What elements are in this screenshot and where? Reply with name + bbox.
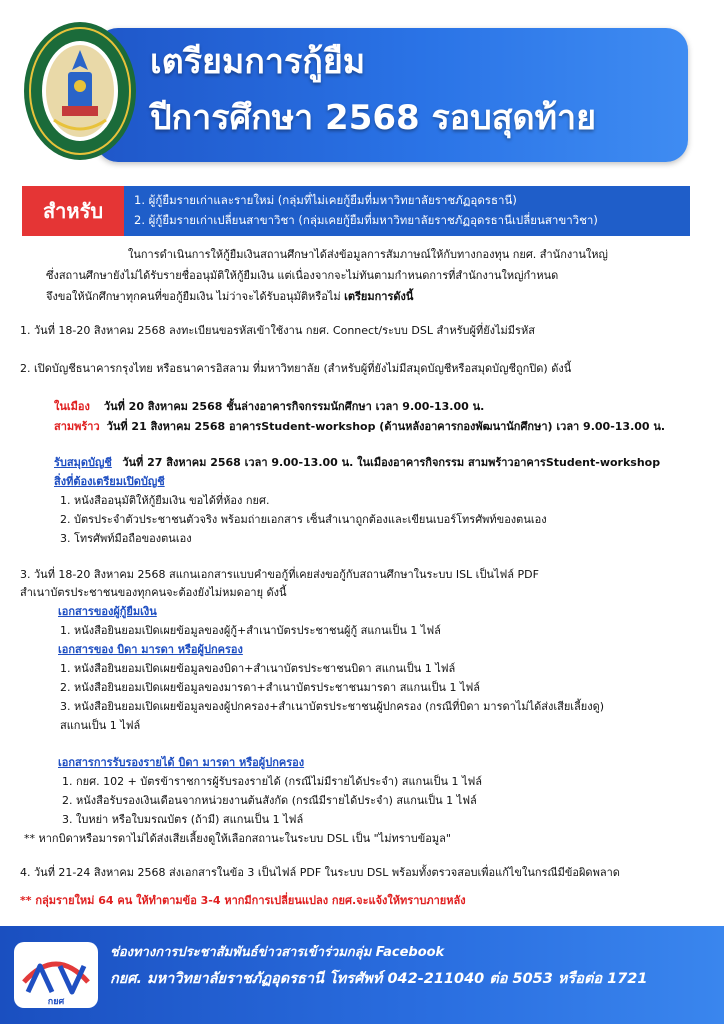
parent-doc-1: 1. หนังสือยินยอมเปิดเผยข้อมูลของบิดา+สำเนาบัตรประชาชนบิดา สแกนเป็น 1 ไฟล์: [60, 662, 456, 675]
prep-item-3: 3. โทรศัพท์มือถือของตนเอง: [60, 532, 192, 545]
parent-docs-label: เอกสารของ บิดา มารดา หรือผู้ปกครอง: [58, 643, 243, 656]
step-4: 4. วันที่ 21-24 สิงหาคม 2568 ส่งเอกสารในข้อ 3 เป็นไฟล์ PDF ในระบบ DSL พร้อมทั้งตรวจสอบเพื่อแก้ไขในกรณีมีข้อผิดพลาด: [20, 866, 620, 879]
prep-item-2: 2. บัตรประจำตัวประชาชนตัวจริง พร้อมถ่ายเอกสาร เซ็นสำเนาถูกต้องและเขียนเบอร์โทรศัพท์ของตนเอง: [60, 513, 547, 526]
campus-city-detail: วันที่ 20 สิงหาคม 2568 ชั้นล่างอาคารกิจกรรมนักศึกษา เวลา 9.00-13.00 น.: [103, 400, 485, 413]
warning-note: ** กลุ่มรายใหม่ 64 คน ให้ทำตามข้อ 3-4 หากมีการเปลี่ยนแปลง กยศ.จะแจ้งให้ทราบภายหลัง: [20, 894, 466, 907]
intro-line-3: [46, 290, 413, 305]
parent-doc-3: 3. หนังสือยินยอมเปิดเผยข้อมูลของผู้ปกครอง+สำเนาบัตรประชาชนผู้ปกครอง (กรณีที่บิดา มารดาไม่ได้ส่งเสียเลี้ยงดู): [60, 700, 605, 713]
book-pickup-label: รับสมุดบัญชี: [54, 456, 112, 469]
income-doc-3: 3. ใบหย่า หรือใบมรณบัตร (ถ้ามี) สแกนเป็น 1 ไฟล์: [62, 813, 304, 826]
intro-line-3-bold: เตรียมการดังนี้: [344, 290, 414, 303]
borrower-doc-1: 1. หนังสือยินยอมเปิดเผยข้อมูลของผู้กู้+สำเนาบัตรประชาชนผู้กู้ สแกนเป็น 1 ไฟล์: [60, 624, 441, 637]
income-doc-2: 2. หนังสือรับรองเงินเดือนจากหน่วยงานต้นสังกัด (กรณีมีรายได้ประจำ) สแกนเป็น 1 ไฟล์: [62, 794, 477, 807]
step-3-line-1: 3. วันที่ 18-20 สิงหาคม 2568 สแกนเอกสารแบบคำขอกู้ที่เคยส่งขอกู้กับสถานศึกษาในระบบ ISL เป็นไฟล์ PDF: [20, 568, 539, 581]
prep-item-1: 1. หนังสืออนุมัติให้กู้ยืมเงิน ขอได้ที่ห้อง กยศ.: [60, 494, 270, 507]
footer-facebook-line: ช่องทางการประชาสัมพันธ์ข่าวสารเข้าร่วมกลุ่ม Facebook: [110, 945, 445, 960]
step-3-line-2: สำเนาบัตรประชาชนของทุกคนจะต้องยังไม่หมดอายุ ดังนี้: [20, 586, 287, 599]
dsl-note: ** หากบิดาหรือมารดาไม่ได้ส่งเสียเลี้ยงดูให้เลือกสถานะในระบบ DSL เป็น "ไม่ทราบข้อมูล": [24, 832, 451, 845]
campus-samphrao-detail: วันที่ 21 สิงหาคม 2568 อาคารStudent-workshop (ด้านหลังอาคารกองพัฒนานักศึกษา) เวลา 9.00-13.00 น.: [106, 420, 666, 433]
income-docs-label: เอกสารการรับรองรายได้ บิดา มารดา หรือผู้ปกครอง: [58, 756, 305, 769]
intro-line-2: ซึ่งสถานศึกษายังไม่ได้รับรายชื่ออนุมัติให้กู้ยืมเงิน แต่เนื่องจากจะไม่ทันตามกำหนดการที่สำนักงานใหญ่กำหนด: [46, 269, 559, 282]
income-doc-1: 1. กยศ. 102 + บัตรข้าราชการผู้รับรองรายได้ (กรณีไม่มีรายได้ประจำ) สแกนเป็น 1 ไฟล์: [62, 775, 483, 788]
intro-line-3-text: จึงขอให้นักศึกษาทุกคนที่ขอกู้ยืมเงิน ไม่ว่าจะได้รับอนุมัติหรือไม่: [46, 290, 345, 303]
parent-doc-3-cont: สแกนเป็น 1 ไฟล์: [60, 719, 141, 732]
campus-samphrao: [54, 420, 665, 435]
intro-line-1: ในการดำเนินการให้กู้ยืมเงินสถานศึกษาได้ส่งข้อมูลการสัมภาษณ์ให้กับทางกองทุน กยศ. สำนักงานใหญ่: [128, 248, 608, 261]
university-seal-icon: [22, 20, 138, 162]
parent-doc-2: 2. หนังสือยินยอมเปิดเผยข้อมูลของมารดา+สำเนาบัตรประชาชนมารดา สแกนเป็น 1 ไฟล์: [60, 681, 481, 694]
audience-box: [124, 186, 690, 236]
footer-contact-line: กยศ. มหาวิทยาลัยราชภัฏอุดรธานี โทรศัพท์ 042-211040 ต่อ 5053 หรือต่อ 1721: [110, 971, 648, 987]
page-title-line-2: ปีการศึกษา 2568 รอบสุดท้าย: [150, 98, 597, 138]
audience-label: สำหรับ: [22, 186, 124, 236]
prep-label: สิ่งที่ต้องเตรียมเปิดบัญชี: [54, 475, 165, 488]
book-pickup-detail: วันที่ 27 สิงหาคม 2568 เวลา 9.00-13.00 น. ในเมืองอาคารกิจกรรม สามพร้าวอาคารStudent-workshop: [122, 456, 661, 469]
step-1: 1. วันที่ 18-20 สิงหาคม 2568 ลงทะเบียนขอรหัสเข้าใช้งาน กยศ. Connect/ระบบ DSL สำหรับผู้ที่ยังไม่มีรหัส: [20, 324, 535, 337]
book-pickup: [54, 456, 660, 471]
footer-logo-text: กยศ: [47, 997, 65, 1007]
campus-city: [54, 400, 484, 415]
kyor-sor-logo-icon: [14, 942, 98, 1008]
borrower-docs-label: เอกสารของผู้กู้ยืมเงิน: [58, 605, 157, 618]
step-2: 2. เปิดบัญชีธนาคารกรุงไทย หรือธนาคารอิสลาม ที่มหาวิทยาลัย (สำหรับผู้ที่ยังไม่มีสมุดบัญชีหรือสมุดบัญชีถูกปิด) ดังนี้: [20, 362, 572, 375]
audience-item-2: 2. ผู้กู้ยืมรายเก่าเปลี่ยนสาขาวิชา (กลุ่มเคยกู้ยืมที่มหาวิทยาลัยราชภัฏอุดรธานีเปลี่ยนสาขาวิชา): [134, 213, 598, 227]
page-title-line-1: เตรียมการกู้ยืม: [150, 42, 366, 82]
campus-city-label: ในเมือง: [54, 400, 90, 413]
audience-item-1: 1. ผู้กู้ยืมรายเก่าและรายใหม่ (กลุ่มที่ไม่เคยกู้ยืมที่มหาวิทยาลัยราชภัฏอุดรธานี): [134, 193, 517, 207]
campus-samphrao-label: สามพร้าว: [54, 420, 100, 433]
